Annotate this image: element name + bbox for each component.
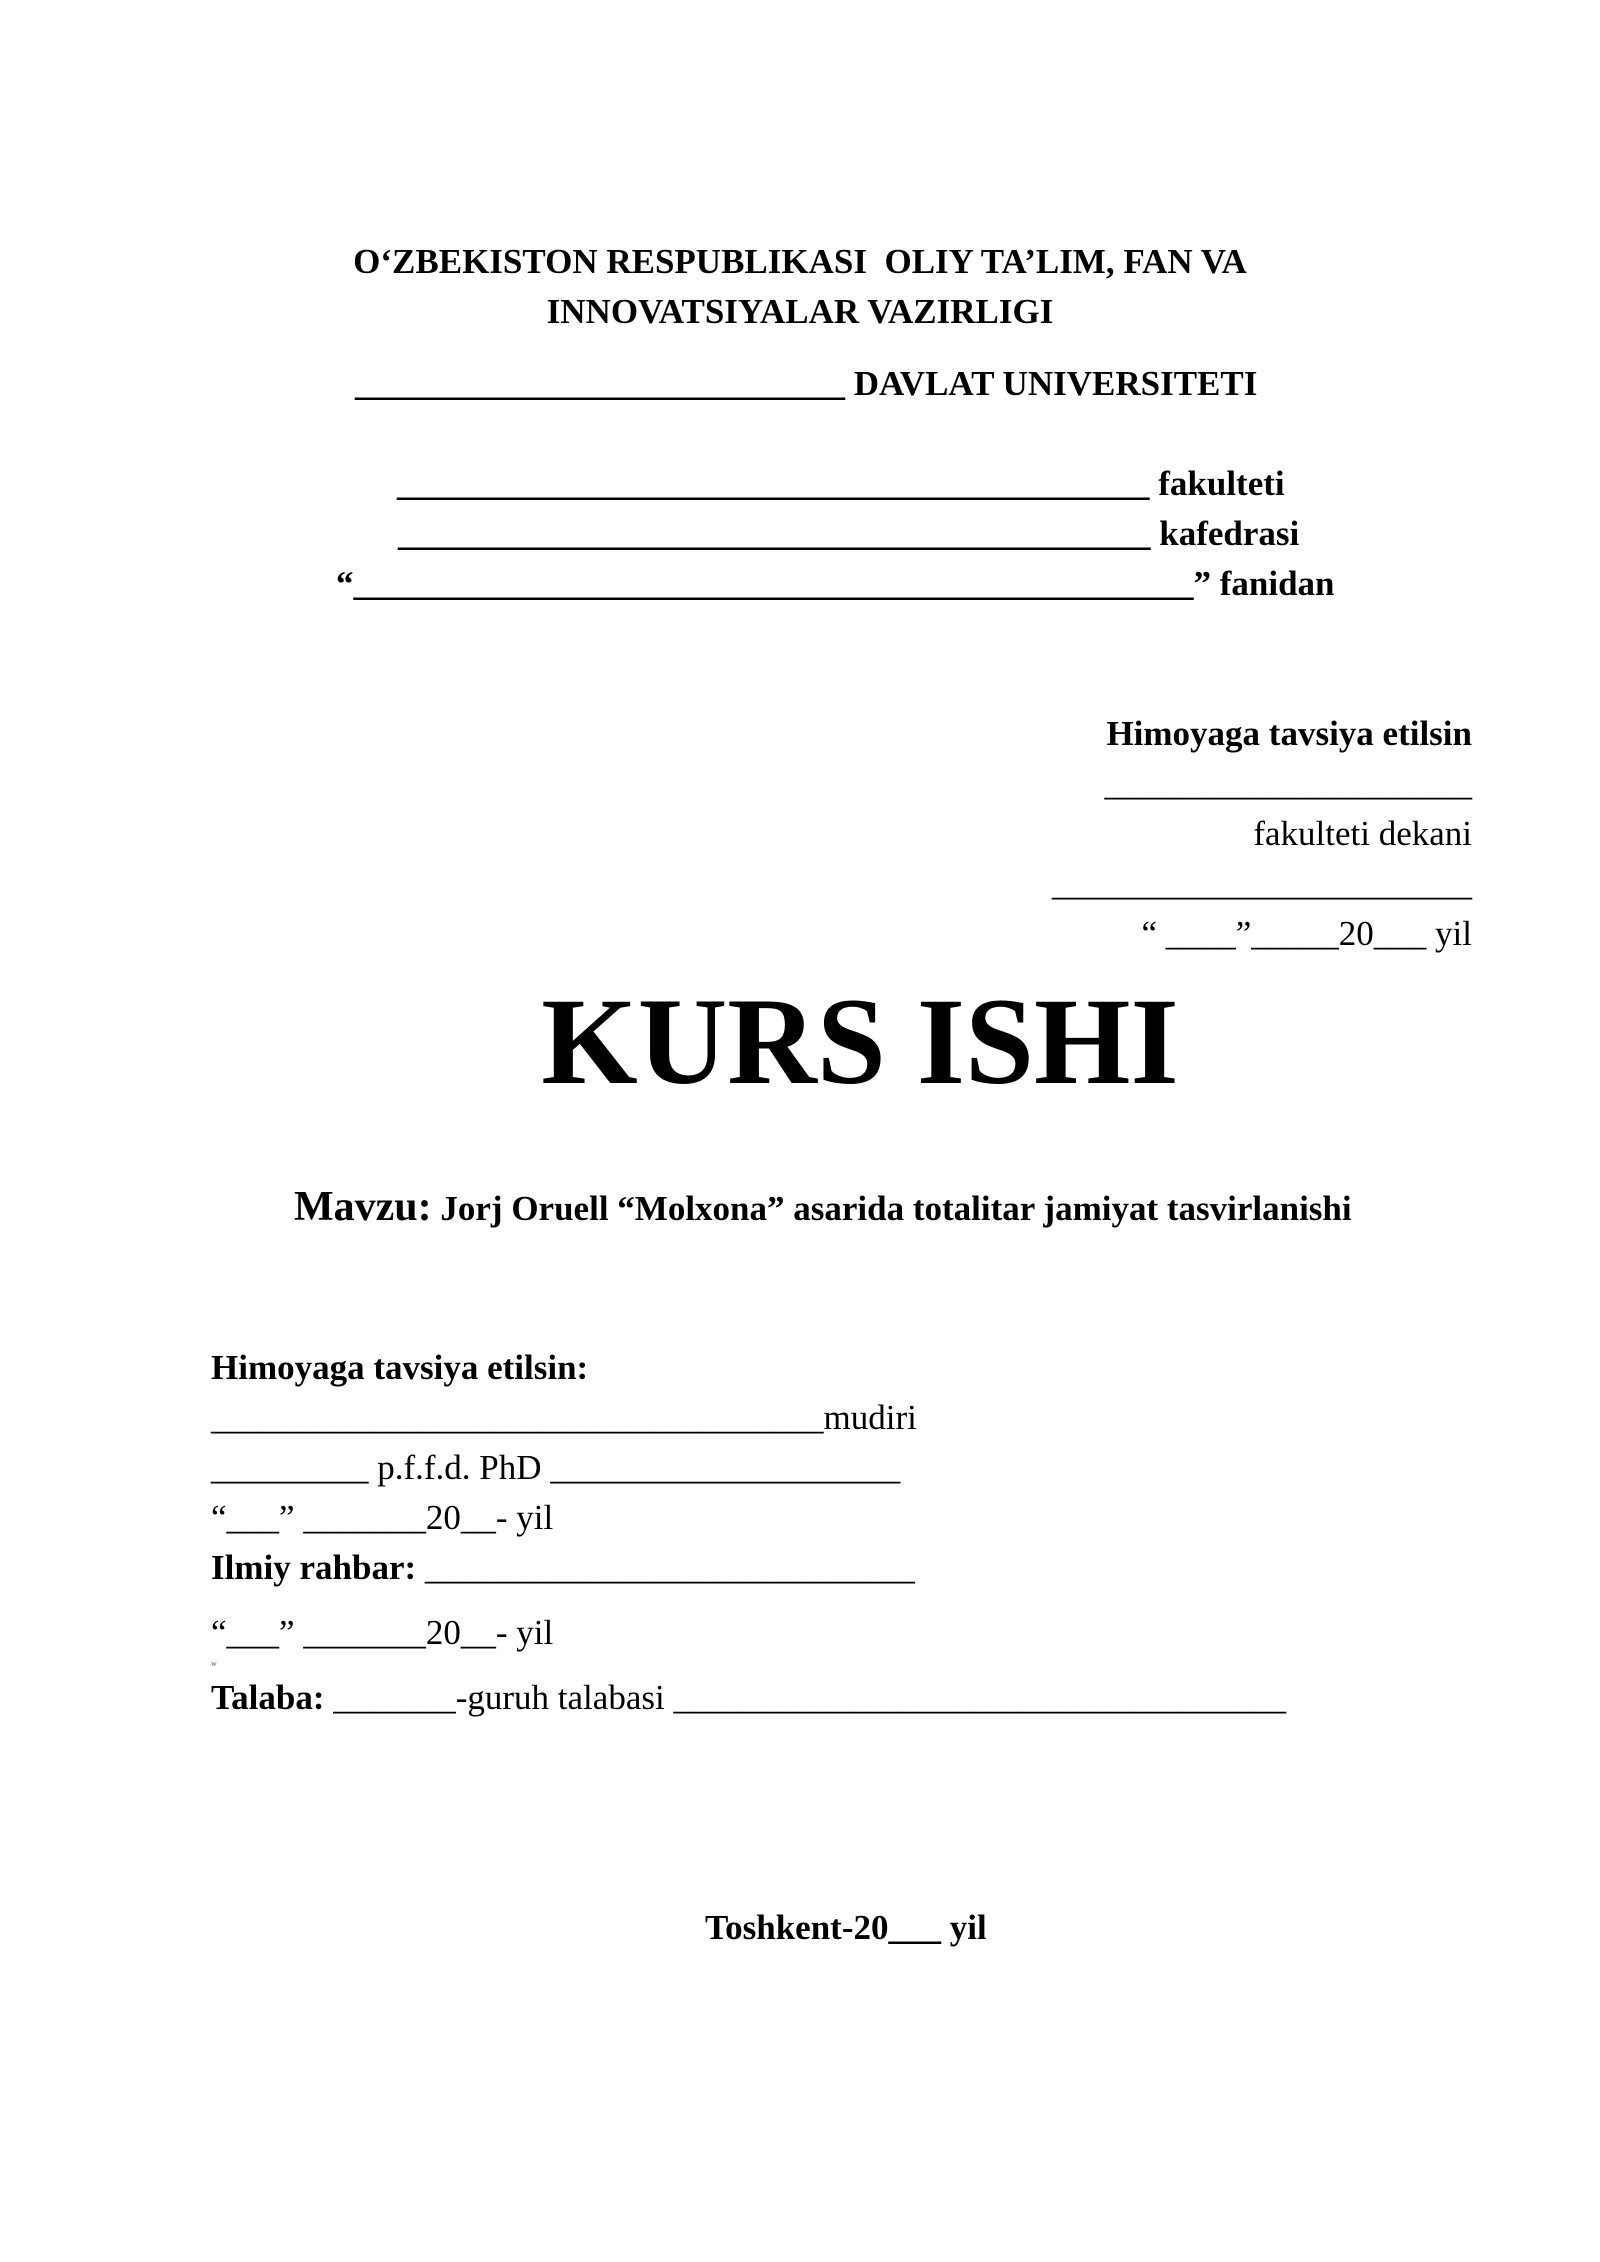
head-approval-title: Himoyaga tavsiya etilsin: bbox=[211, 1348, 589, 1387]
department-line bbox=[398, 516, 1299, 551]
dean-date-line: “ ____”_____20___ yil bbox=[1141, 914, 1472, 953]
city-year-footer: Toshkent-20___ yil bbox=[705, 1908, 987, 1947]
topic-text: Jorj Oruell “Molxona” asarida totalitar jamiyat tasvirlanishi bbox=[431, 1189, 1352, 1228]
department-label: kafedrasi bbox=[1150, 514, 1300, 553]
university-blank: ____________________________ bbox=[355, 364, 845, 403]
subject-blank: ________________________________________________ bbox=[353, 564, 1194, 603]
department-blank: ___________________________________________ bbox=[398, 514, 1151, 553]
dean-name-blank: ________________________ bbox=[1052, 864, 1472, 903]
head-date-line: “___” _______20__- yil bbox=[211, 1498, 554, 1537]
stray-mark: w bbox=[211, 1659, 217, 1668]
advisor-line bbox=[211, 1550, 915, 1585]
university-label: DAVLAT UNIVERSITETI bbox=[845, 364, 1258, 403]
topic-label: Mavzu: bbox=[294, 1184, 432, 1230]
student-line bbox=[211, 1680, 1286, 1715]
dean-signature-blank: _____________________ bbox=[1104, 764, 1472, 803]
subject-open-quote: “ bbox=[336, 564, 354, 603]
dean-approval-title: Himoyaga tavsiya etilsin bbox=[1106, 714, 1472, 753]
faculty-label: fakulteti bbox=[1149, 464, 1285, 503]
dean-label: fakulteti dekani bbox=[1253, 814, 1472, 853]
advisor-blank: ____________________________ bbox=[416, 1548, 915, 1587]
document-main-title: KURS ISHI bbox=[541, 973, 1179, 1110]
subject-line bbox=[336, 566, 1335, 601]
ministry-title-line1: O‘ZBEKISTON RESPUBLIKASI OLIY TA’LIM, FAN VA bbox=[353, 242, 1247, 281]
subject-label: ” fanidan bbox=[1193, 564, 1335, 603]
department-head-line: ___________________________________mudiri bbox=[211, 1398, 917, 1437]
student-text: _______-guruh talabasi ___________________________________ bbox=[324, 1678, 1286, 1717]
ministry-title-line2: INNOVATSIYALAR VAZIRLIGI bbox=[546, 292, 1054, 331]
student-label: Talaba: bbox=[211, 1678, 325, 1717]
topic-line bbox=[294, 1186, 1352, 1228]
advisor-date-line: “___” _______20__- yil bbox=[211, 1613, 554, 1652]
degree-line: _________ p.f.f.d. PhD ____________________ bbox=[211, 1448, 901, 1487]
university-line bbox=[355, 366, 1257, 401]
advisor-label: Ilmiy rahbar: bbox=[211, 1548, 417, 1587]
faculty-blank: ___________________________________________ bbox=[397, 464, 1150, 503]
faculty-line bbox=[397, 466, 1285, 501]
